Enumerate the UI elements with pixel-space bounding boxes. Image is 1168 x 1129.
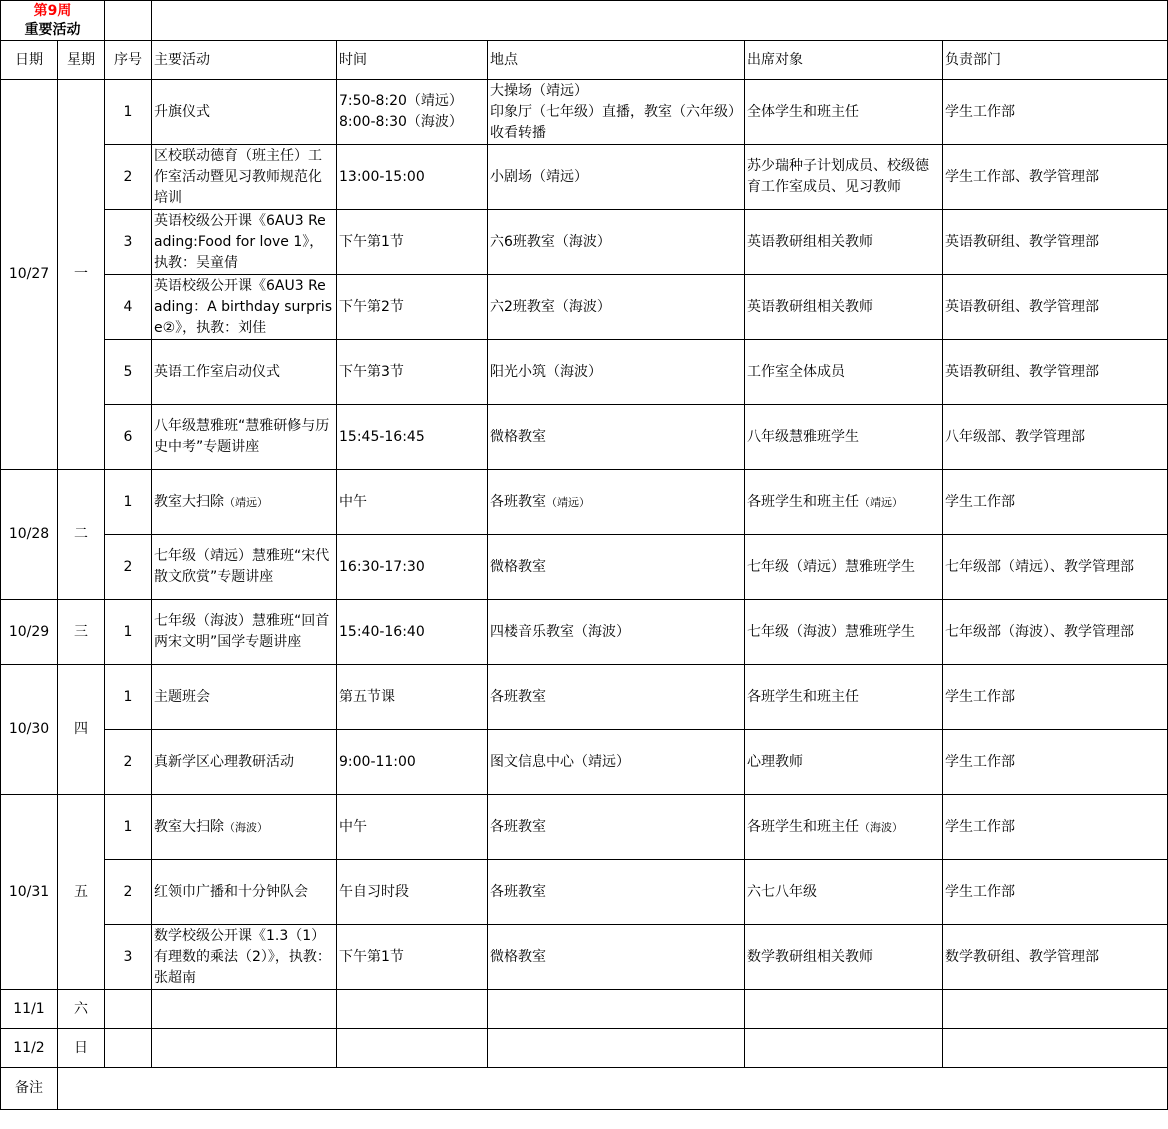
time-cell [337, 925, 488, 990]
table-row [1, 795, 1168, 860]
time-cell [337, 795, 488, 860]
activity-text: 真新学区心理教研活动 [154, 753, 294, 770]
empty-cell [745, 1029, 943, 1068]
place-text: 小剧场（靖远） [490, 168, 588, 185]
attendees-text: 数学教研组相关教师 [747, 948, 873, 965]
empty-cell [337, 1029, 488, 1068]
table-row [1, 145, 1168, 210]
activity-note: （靖远） [224, 495, 268, 509]
note-content [58, 1068, 1168, 1110]
date-cell: 10/27 [1, 80, 58, 470]
place-text: 六6班教室（海波） [490, 233, 611, 250]
place-cell [488, 795, 745, 860]
time-text: 午自习时段 [339, 883, 409, 900]
time-text: 下午第1节 [339, 948, 404, 965]
attendees-text: 苏少瑞种子计划成员、校级德育工作室成员、见习教师 [747, 158, 929, 195]
attendees-text: 七年级（靖远）慧雅班学生 [747, 558, 915, 575]
activity-text: 教室大扫除 [154, 493, 224, 510]
header-activity: 主要活动 [152, 41, 337, 80]
activity-cell [152, 600, 337, 665]
empty-cell [152, 990, 337, 1029]
time-cell [337, 600, 488, 665]
attendees-text: 各班学生和班主任 [747, 818, 859, 835]
date-cell: 10/28 [1, 470, 58, 600]
number-cell: 3 [105, 925, 152, 990]
attendees-text: 全体学生和班主任 [747, 103, 859, 120]
table-row [1, 275, 1168, 340]
time-cell [337, 860, 488, 925]
weekday-cell: 四 [58, 665, 105, 795]
table-body [1, 1, 1168, 1110]
attendees-cell [745, 600, 943, 665]
attendees-text: 七年级（海波）慧雅班学生 [747, 623, 915, 640]
time-cell [337, 145, 488, 210]
number-cell: 1 [105, 600, 152, 665]
number-cell: 4 [105, 275, 152, 340]
weekday-cell: 六 [58, 990, 105, 1029]
header-row [1, 41, 1168, 80]
table-row [1, 665, 1168, 730]
empty-cell [152, 1029, 337, 1068]
attendees-cell [745, 860, 943, 925]
time-cell [337, 535, 488, 600]
activity-cell [152, 925, 337, 990]
place-text: 图文信息中心（靖远） [490, 753, 630, 770]
empty-cell [337, 990, 488, 1029]
note-row [1, 1068, 1168, 1110]
weekday-cell: 一 [58, 80, 105, 470]
header-date: 日期 [1, 41, 58, 80]
activity-cell [152, 470, 337, 535]
activity-text: 英语校级公开课《6AU3 Reading：A birthday surprise②》，执教：刘佳 [154, 277, 332, 336]
department-cell: 七年级部（海波）、教学管理部 [943, 600, 1168, 665]
attendees-cell [745, 145, 943, 210]
attendees-text: 英语教研组相关教师 [747, 298, 873, 315]
time-cell [337, 470, 488, 535]
empty-cell [152, 1, 1168, 41]
activity-text: 升旗仪式 [154, 103, 210, 120]
header-weekday: 星期 [58, 41, 105, 80]
department-cell: 英语教研组、教学管理部 [943, 210, 1168, 275]
place-cell [488, 340, 745, 405]
activity-cell [152, 210, 337, 275]
attendees-cell [745, 210, 943, 275]
time-cell [337, 405, 488, 470]
table-row [1, 470, 1168, 535]
time-cell [337, 730, 488, 795]
weekday-cell: 二 [58, 470, 105, 600]
empty-cell [488, 990, 745, 1029]
activity-cell [152, 730, 337, 795]
empty-cell [943, 990, 1168, 1029]
date-cell: 11/1 [1, 990, 58, 1029]
place-text: 四楼音乐教室（海波） [490, 623, 630, 640]
department-cell: 英语教研组、教学管理部 [943, 275, 1168, 340]
time-text: 下午第3节 [339, 363, 404, 380]
weekday-cell: 五 [58, 795, 105, 990]
department-cell: 八年级部、教学管理部 [943, 405, 1168, 470]
place-cell [488, 210, 745, 275]
table-row [1, 340, 1168, 405]
place-cell [488, 600, 745, 665]
place-cell [488, 860, 745, 925]
table-row [1, 1029, 1168, 1068]
time-text-line: 7:50-8:20（靖远） [339, 93, 463, 109]
attendees-cell [745, 535, 943, 600]
number-cell: 2 [105, 860, 152, 925]
place-text: 各班教室 [490, 883, 546, 900]
title-row [1, 1, 1168, 41]
department-cell: 英语教研组、教学管理部 [943, 340, 1168, 405]
number-cell: 2 [105, 730, 152, 795]
empty-cell [488, 1029, 745, 1068]
number-cell: 2 [105, 535, 152, 600]
activity-cell [152, 535, 337, 600]
table-row [1, 730, 1168, 795]
place-text: 各班教室 [490, 688, 546, 705]
activity-text: 数学校级公开课《1.3（1）有理数的乘法（2）》，执教：张超南 [154, 927, 331, 986]
time-text: 9:00-11:00 [339, 753, 416, 770]
activity-text: 区校联动德育（班主任）工作室活动暨见习教师规范化培训 [154, 147, 322, 206]
time-text: 16:30-17:30 [339, 558, 425, 575]
department-cell: 学生工作部、教学管理部 [943, 145, 1168, 210]
empty-cell [105, 1029, 152, 1068]
activity-cell [152, 860, 337, 925]
empty-cell [105, 1, 152, 41]
time-text: 下午第2节 [339, 298, 404, 315]
activity-text: 主题班会 [154, 688, 210, 705]
attendees-text: 六七八年级 [747, 883, 817, 900]
place-cell [488, 665, 745, 730]
department-cell: 学生工作部 [943, 795, 1168, 860]
attendees-cell [745, 795, 943, 860]
place-text: 各班教室 [490, 493, 546, 510]
note-label: 备注 [1, 1068, 58, 1110]
place-cell [488, 405, 745, 470]
header-department: 负责部门 [943, 41, 1168, 80]
header-attendees: 出席对象 [745, 41, 943, 80]
activity-cell [152, 275, 337, 340]
department-cell: 学生工作部 [943, 470, 1168, 535]
table-row [1, 405, 1168, 470]
attendees-note: （海波） [859, 820, 903, 834]
table-row [1, 80, 1168, 145]
attendees-cell [745, 340, 943, 405]
empty-cell [105, 990, 152, 1029]
activity-text: 七年级（海波）慧雅班“回首两宋文明”国学专题讲座 [154, 613, 330, 650]
attendees-text: 英语教研组相关教师 [747, 233, 873, 250]
time-text: 第五节课 [339, 688, 395, 705]
time-cell [337, 80, 488, 145]
attendees-cell [745, 470, 943, 535]
activity-note: （海波） [224, 820, 268, 834]
attendees-note: （靖远） [859, 495, 903, 509]
time-text: 13:00-15:00 [339, 168, 425, 185]
place-text-line: 大操场（靖远） [490, 82, 588, 99]
header-number: 序号 [105, 41, 152, 80]
place-text: 微格教室 [490, 428, 546, 445]
date-cell: 11/2 [1, 1029, 58, 1068]
table-row [1, 535, 1168, 600]
activity-text: 八年级慧雅班“慧雅研修与历史中考”专题讲座 [154, 418, 330, 455]
number-cell: 2 [105, 145, 152, 210]
department-cell: 数学教研组、教学管理部 [943, 925, 1168, 990]
table-row [1, 925, 1168, 990]
number-cell: 5 [105, 340, 152, 405]
time-text: 15:45-16:45 [339, 428, 425, 445]
number-cell: 1 [105, 795, 152, 860]
activity-text: 七年级（靖远）慧雅班“宋代散文欣赏”专题讲座 [154, 548, 330, 585]
attendees-cell [745, 665, 943, 730]
activity-cell [152, 405, 337, 470]
empty-cell [943, 1029, 1168, 1068]
place-cell [488, 275, 745, 340]
place-note: （靖远） [546, 495, 590, 509]
activity-cell [152, 340, 337, 405]
attendees-text: 各班学生和班主任 [747, 493, 859, 510]
department-cell: 学生工作部 [943, 80, 1168, 145]
activity-text: 教室大扫除 [154, 818, 224, 835]
date-cell: 10/31 [1, 795, 58, 990]
department-cell: 学生工作部 [943, 730, 1168, 795]
attendees-cell [745, 925, 943, 990]
place-cell [488, 80, 745, 145]
place-cell [488, 145, 745, 210]
place-text: 阳光小筑（海波） [490, 363, 602, 380]
place-text: 六2班教室（海波） [490, 298, 611, 315]
department-cell: 七年级部（靖远）、教学管理部 [943, 535, 1168, 600]
empty-cell [745, 990, 943, 1029]
time-cell [337, 210, 488, 275]
time-text: 下午第1节 [339, 233, 404, 250]
activity-cell [152, 145, 337, 210]
attendees-text: 心理教师 [747, 753, 803, 770]
department-cell: 学生工作部 [943, 860, 1168, 925]
time-text: 中午 [339, 818, 367, 835]
title-cell [1, 1, 105, 41]
activity-text: 英语校级公开课《6AU3 Reading:Food for love 1》，执教：吴童倩 [154, 212, 326, 271]
department-cell: 学生工作部 [943, 665, 1168, 730]
place-text: 微格教室 [490, 948, 546, 965]
weekday-cell: 日 [58, 1029, 105, 1068]
week-title: 第9周 [33, 2, 72, 19]
time-cell [337, 275, 488, 340]
activity-cell [152, 665, 337, 730]
attendees-text: 各班学生和班主任 [747, 688, 859, 705]
attendees-cell [745, 275, 943, 340]
activity-text: 英语工作室启动仪式 [154, 363, 280, 380]
time-cell [337, 340, 488, 405]
activity-cell [152, 795, 337, 860]
attendees-text: 工作室全体成员 [747, 363, 845, 380]
attendees-cell [745, 80, 943, 145]
number-cell: 1 [105, 80, 152, 145]
attendees-text: 八年级慧雅班学生 [747, 428, 859, 445]
time-cell [337, 665, 488, 730]
header-time: 时间 [337, 41, 488, 80]
weekday-cell: 三 [58, 600, 105, 665]
place-cell [488, 925, 745, 990]
date-cell: 10/29 [1, 600, 58, 665]
table-row [1, 990, 1168, 1029]
number-cell: 1 [105, 665, 152, 730]
number-cell: 1 [105, 470, 152, 535]
table-row [1, 860, 1168, 925]
time-text: 中午 [339, 493, 367, 510]
table-row [1, 600, 1168, 665]
time-text-line: 8:00-8:30（海波） [339, 114, 463, 130]
place-text: 各班教室 [490, 818, 546, 835]
activity-cell [152, 80, 337, 145]
place-cell [488, 470, 745, 535]
place-text: 微格教室 [490, 558, 546, 575]
table-subtitle: 重要活动 [24, 21, 81, 38]
place-cell [488, 730, 745, 795]
activity-text: 红领巾广播和十分钟队会 [154, 883, 308, 900]
number-cell: 6 [105, 405, 152, 470]
date-cell: 10/30 [1, 665, 58, 795]
number-cell: 3 [105, 210, 152, 275]
attendees-cell [745, 730, 943, 795]
time-text: 15:40-16:40 [339, 623, 425, 640]
header-place: 地点 [488, 41, 745, 80]
attendees-cell [745, 405, 943, 470]
place-cell [488, 535, 745, 600]
table-row [1, 210, 1168, 275]
place-text-line: 印象厅（七年级）直播，教室（六年级）收看转播 [490, 103, 742, 141]
